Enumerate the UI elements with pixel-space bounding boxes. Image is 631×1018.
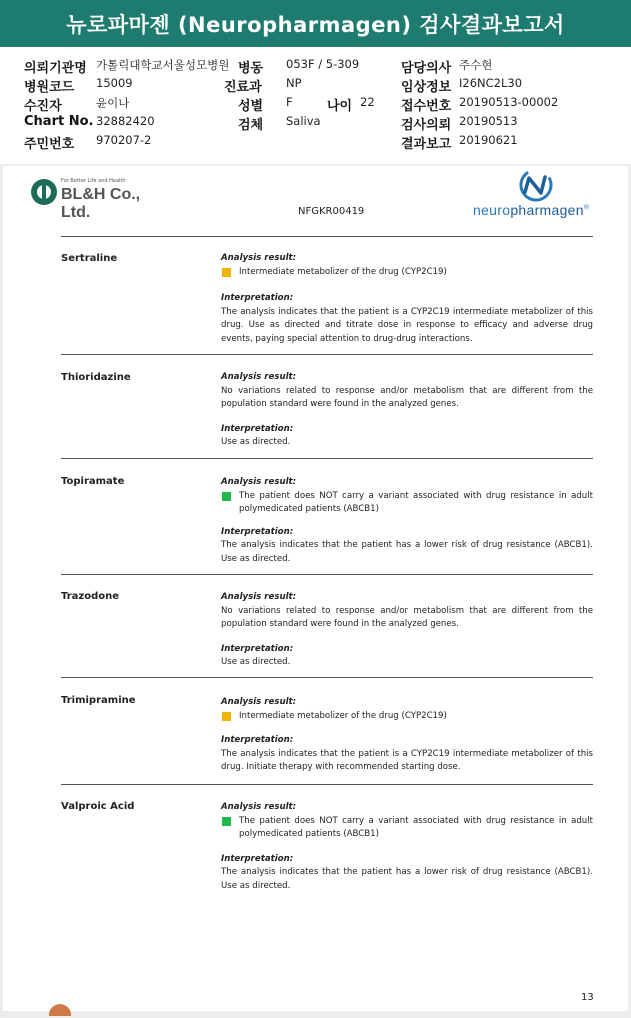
id-value: 970207-2 (96, 133, 152, 147)
hospital-code-value: 15009 (96, 76, 133, 90)
blh-logo (31, 176, 171, 221)
report-date-label: 결과보고 (401, 137, 452, 152)
result-text: No variations related to response and/or metabolism that are different from the population standard were found in the analyzed genes. (221, 385, 593, 409)
interpretation-label: Interpretation: (221, 526, 294, 537)
result-text: No variations related to response and/or metabolism that are different from the population standard were found in the analyzed genes. (221, 605, 593, 629)
drug-block (221, 371, 593, 450)
patient-label: 수진자 (24, 99, 62, 114)
drug-name: Sertraline (61, 253, 118, 264)
report-code: NFGKR00419 (298, 206, 365, 217)
drug-block (221, 696, 593, 775)
blh-logo-icon (31, 179, 57, 205)
request-value: 20190513 (459, 114, 518, 128)
result-label: Analysis result: (221, 372, 297, 382)
interpretation-label: Interpretation: (221, 735, 294, 745)
interpretation-text: The analysis indicates that the patient has a lower risk of drug resistance (ABCB1). Use as directed. (221, 540, 593, 564)
divider (61, 784, 593, 785)
patient-value: 윤이나 (96, 96, 130, 110)
neuropharmagen-logo-text (473, 202, 589, 218)
chart-label: Chart No. (24, 114, 94, 129)
institution-value: 가톨릭대학교서울성모병원 (96, 58, 230, 72)
drug-name: Trazodone (61, 591, 120, 602)
doctor-value: 주수현 (459, 58, 493, 72)
clinical-label: 임상정보 (401, 80, 452, 95)
result-text: Intermediate metabolizer of the drug (CYP2C19) (239, 266, 447, 277)
np-reg: ® (583, 204, 590, 212)
result-label: Analysis result: (221, 253, 297, 263)
report-page (3, 166, 628, 1011)
np-prefix: neuro (473, 202, 511, 218)
interpretation-label: Interpretation: (221, 853, 294, 864)
specimen-label: 검체 (238, 118, 264, 133)
result-text: Intermediate metabolizer of the drug (CYP2C19) (239, 710, 447, 721)
result-label: Analysis result: (221, 592, 297, 602)
age-value: 22 (360, 95, 375, 109)
patient-info-header (0, 47, 631, 164)
result-label: Analysis result: (221, 802, 297, 812)
status-square-yellow (222, 268, 231, 277)
result-label: Analysis result: (221, 697, 297, 707)
divider (61, 458, 593, 459)
drug-block (221, 591, 593, 670)
drug-name: Valproic Acid (61, 801, 135, 812)
id-label: 주민번호 (24, 137, 75, 152)
interpretation-text: The analysis indicates that the patient is a CYP2C19 intermediate metabolizer of this drug. Initiate therapy with recommended starting dose. (221, 748, 593, 772)
drug-name: Topiramate (61, 476, 125, 487)
drug-block (221, 801, 593, 893)
result-label: Analysis result: (221, 477, 297, 487)
interpretation-label: Interpretation: (221, 643, 294, 654)
np-suffix: pharmagen (510, 202, 584, 218)
decorative-mark (49, 1004, 71, 1016)
dept-value: NP (286, 76, 302, 90)
divider (61, 574, 593, 575)
request-label: 검사의뢰 (401, 118, 452, 133)
drug-name: Thioridazine (61, 372, 131, 383)
ward-value: 053F / 5-309 (286, 57, 360, 71)
hospital-code-label: 병원코드 (24, 80, 75, 95)
interpretation-text: Use as directed. (221, 437, 291, 447)
dept-label: 진료과 (224, 80, 262, 95)
receipt-value: 20190513-00002 (459, 95, 559, 109)
result-text: The patient does NOT carry a variant associated with drug resistance in adult polymedicated patients (ABCB1) (239, 490, 593, 514)
interpretation-text: The analysis indicates that the patient has a lower risk of drug resistance (ABCB1). Use as directed. (221, 867, 593, 891)
institution-label: 의뢰기관명 (24, 61, 87, 76)
neuropharmagen-logo-icon (514, 168, 558, 202)
blh-name: BL&H Co., Ltd. (61, 186, 141, 221)
specimen-value: Saliva (286, 114, 321, 128)
drug-name: Trimipramine (61, 695, 136, 706)
blh-tagline: For Better Life and Health (61, 178, 126, 184)
drug-block (221, 252, 593, 346)
doctor-label: 담당의사 (401, 61, 452, 76)
divider (61, 677, 593, 678)
report-title: 뉴로파마젠 (Neuropharmagen) 검사결과보고서 (0, 0, 631, 47)
result-text: The patient does NOT carry a variant associated with drug resistance in adult polymedicated patients (ABCB1) (239, 815, 593, 839)
report-date-value: 20190621 (459, 133, 518, 147)
ward-label: 병동 (238, 61, 264, 76)
chart-value: 32882420 (96, 114, 155, 128)
interpretation-label: Interpretation: (221, 423, 294, 434)
drug-block (221, 476, 593, 566)
receipt-label: 접수번호 (401, 99, 452, 114)
status-square-yellow (222, 712, 231, 721)
divider (61, 354, 593, 355)
age-label: 나이 (327, 99, 353, 114)
page-number: 13 (581, 992, 594, 1003)
sex-value: F (286, 95, 293, 109)
clinical-value: I26NC2L30 (459, 76, 523, 90)
sex-label: 성별 (238, 99, 264, 114)
interpretation-label: Interpretation: (221, 293, 294, 303)
status-square-green (222, 817, 231, 826)
interpretation-text: The analysis indicates that the patient is a CYP2C19 intermediate metabolizer of this drug. Use as directed and titrate dose in response to efficacy and adverse drug events, paying special attention to drug-drug interactions. (221, 306, 593, 344)
interpretation-text: Use as directed. (221, 657, 291, 667)
divider (61, 236, 593, 237)
status-square-green (222, 492, 231, 501)
